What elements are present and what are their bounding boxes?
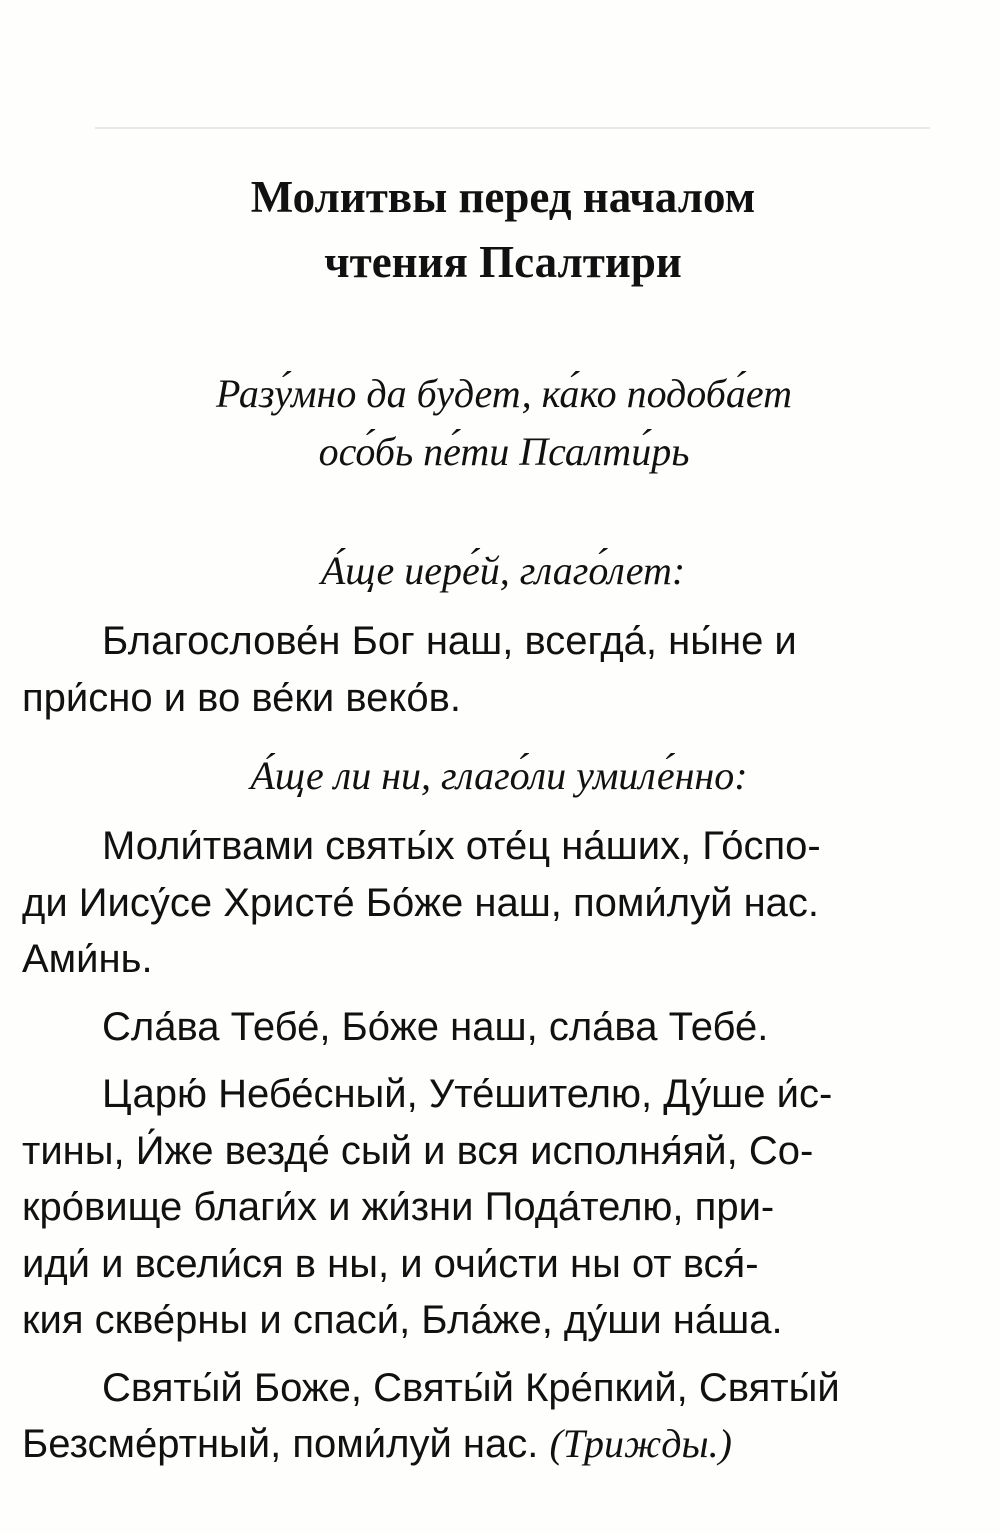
paragraph-heavenly-king bbox=[22, 1066, 932, 1349]
para5-line-1: Святы́й Боже, Святы́й Кре́пкий, Святы́й bbox=[102, 1365, 840, 1410]
rubric-priest: А́ще иере́й, глаго́лет: bbox=[320, 548, 686, 593]
para5-line-2-text: Безсме́ртный, поми́луй нас. bbox=[22, 1422, 539, 1466]
paragraph-holy-god bbox=[22, 1360, 932, 1473]
subtitle-line-2: осо́бь пе́ти Псалти́рь bbox=[318, 429, 690, 474]
para3-line-1: Сла́ва Тебе́, Бо́же наш, сла́ва Тебе́. bbox=[102, 1004, 769, 1049]
rubric-layman: А́ще ли ни, глаго́ли умиле́нно: bbox=[250, 753, 748, 798]
bleed-through-header bbox=[205, 88, 815, 108]
paragraph-blessed bbox=[22, 613, 932, 726]
para4-line-1: Царю́ Небе́сный, Уте́шителю, Ду́ше и́с- bbox=[102, 1072, 833, 1116]
para4-line-3: кро́вище благи́х и жи́зни Пода́телю, при- bbox=[22, 1185, 775, 1229]
page-content bbox=[22, 165, 932, 1473]
para2-line-2: ди Иису́се Христе́ Бо́же наш, поми́луй нас. bbox=[22, 880, 820, 925]
para2-line-3: Ами́нь. bbox=[22, 937, 153, 981]
thrice-note: (Трижды.) bbox=[549, 1421, 732, 1466]
para2-line-1: Моли́твами святы́х оте́ц на́ших, Го́спо- bbox=[102, 824, 821, 868]
subtitle bbox=[62, 365, 932, 481]
paragraph-glory bbox=[62, 999, 932, 1056]
para4-line-2: тины, И́же везде́ сый и вся исполня́яй, Со- bbox=[22, 1128, 814, 1173]
title-line-1: Молитвы перед началом bbox=[250, 172, 756, 222]
para4-line-4: иди́ и всели́ся в ны, и очи́сти ны от вся́- bbox=[22, 1241, 759, 1286]
paragraph-prayers bbox=[22, 818, 932, 988]
subtitle-line-1: Разу́мно да будет, ка́ко подоба́ет bbox=[216, 371, 792, 416]
title-line-2: чтения Псалтири bbox=[324, 237, 682, 287]
para4-line-5: кия скве́рны и спаси́, Бла́же, ду́ши на́ша. bbox=[22, 1298, 783, 1342]
para5-line-2 bbox=[22, 1416, 932, 1473]
para1-line-2: при́сно и во ве́ки веко́в. bbox=[22, 675, 461, 720]
para1-line-1: Благослове́н Бог наш, всегда́, ны́не и bbox=[102, 619, 797, 663]
page-title bbox=[62, 165, 932, 295]
bleed-through-rule bbox=[95, 127, 930, 129]
